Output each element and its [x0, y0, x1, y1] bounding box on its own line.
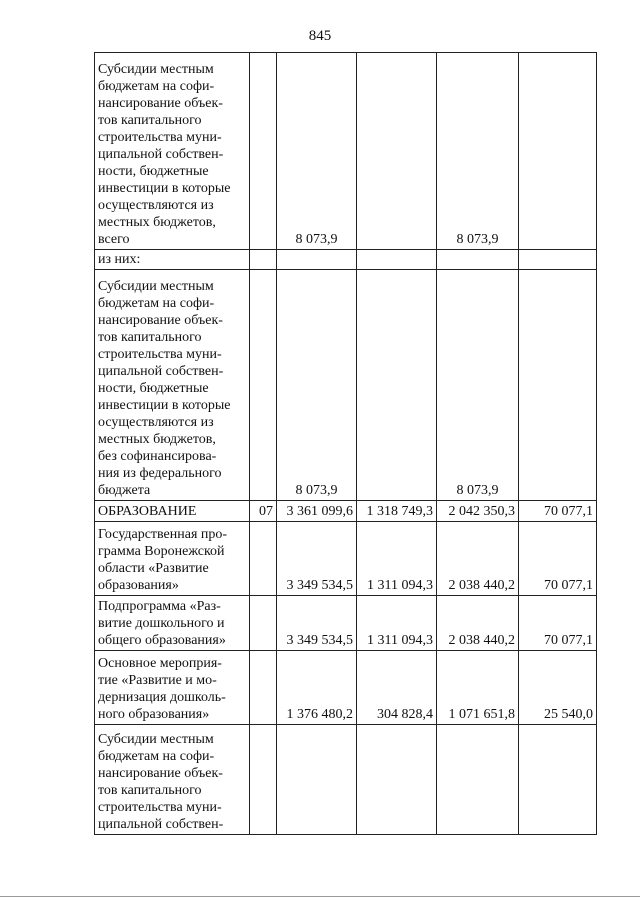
- page-number: 845: [308, 28, 332, 44]
- row-name-cell: Государственная про- грамма Воронежской области «Развитие образования»: [95, 522, 250, 596]
- total-amount-cell: 8 073,9: [277, 53, 357, 250]
- amount-cell-col5: 70 077,1: [519, 501, 597, 522]
- section-code-cell: [250, 250, 277, 270]
- section-code-cell: [250, 270, 277, 501]
- row-name-cell: ОБРАЗОВАНИЕ: [95, 501, 250, 522]
- row-name-cell: Субсидии местным бюджетам на софи- нансирование объек- тов капитального строительства муни- ципальной собствен- ности, бюджетные инвестиции в которые осуществляются из местных бюджетов, всего: [95, 53, 250, 250]
- table-row: [95, 53, 597, 250]
- row-name-cell: Субсидии местным бюджетам на софи- нансирование объек- тов капитального строительства муни- ципальной собствен- ности, бюджетные инвестиции в которые осуществляются из местных бюджетов, без софинансирова- ния из федерального бюджета: [95, 270, 250, 501]
- amount-cell-col5: [519, 270, 597, 501]
- total-amount-cell: 3 349 534,5: [277, 522, 357, 596]
- amount-cell-col3: [357, 725, 437, 835]
- table-row: [95, 596, 597, 651]
- amount-cell-col5: 70 077,1: [519, 522, 597, 596]
- amount-cell-col3: 1 311 094,3: [357, 596, 437, 651]
- amount-cell-col5: [519, 725, 597, 835]
- section-code-cell: [250, 596, 277, 651]
- amount-cell-col3: [357, 53, 437, 250]
- table-row: [95, 270, 597, 501]
- row-name-cell: Основное мероприя- тие «Развитие и мо- дернизация дошколь- ного образования»: [95, 651, 250, 725]
- section-code-cell: 07: [250, 501, 277, 522]
- amount-cell-col5: [519, 53, 597, 250]
- table-row: [95, 522, 597, 596]
- amount-cell-col5: [519, 250, 597, 270]
- amount-cell-col5: 25 540,0: [519, 651, 597, 725]
- amount-cell-col3: 1 318 749,3: [357, 501, 437, 522]
- section-code-cell: [250, 53, 277, 250]
- row-name-cell: Субсидии местным бюджетам на софи- нансирование объек- тов капитального строительства муни- ципальной собствен-: [95, 725, 250, 835]
- total-amount-cell: 3 361 099,6: [277, 501, 357, 522]
- total-amount-cell: [277, 725, 357, 835]
- amount-cell-col4: 2 038 440,2: [437, 596, 519, 651]
- section-code-cell: [250, 651, 277, 725]
- scan-edge-line: [0, 896, 640, 897]
- row-name-cell: Подпрограмма «Раз- витие дошкольного и общего образования»: [95, 596, 250, 651]
- amount-cell-col4: [437, 250, 519, 270]
- budget-table: [94, 52, 597, 835]
- table-row: [95, 250, 597, 270]
- table-row: [95, 725, 597, 835]
- amount-cell-col4: 2 038 440,2: [437, 522, 519, 596]
- section-code-cell: [250, 725, 277, 835]
- section-code-cell: [250, 522, 277, 596]
- amount-cell-col3: 304 828,4: [357, 651, 437, 725]
- amount-cell-col3: [357, 250, 437, 270]
- amount-cell-col4: 1 071 651,8: [437, 651, 519, 725]
- row-name-cell: из них:: [95, 250, 250, 270]
- total-amount-cell: 3 349 534,5: [277, 596, 357, 651]
- table-row: [95, 501, 597, 522]
- amount-cell-col4: 2 042 350,3: [437, 501, 519, 522]
- amount-cell-col3: 1 311 094,3: [357, 522, 437, 596]
- total-amount-cell: [277, 250, 357, 270]
- amount-cell-col4: 8 073,9: [437, 270, 519, 501]
- table-row: [95, 651, 597, 725]
- amount-cell-col4: [437, 725, 519, 835]
- total-amount-cell: 1 376 480,2: [277, 651, 357, 725]
- amount-cell-col5: 70 077,1: [519, 596, 597, 651]
- total-amount-cell: 8 073,9: [277, 270, 357, 501]
- amount-cell-col3: [357, 270, 437, 501]
- amount-cell-col4: 8 073,9: [437, 53, 519, 250]
